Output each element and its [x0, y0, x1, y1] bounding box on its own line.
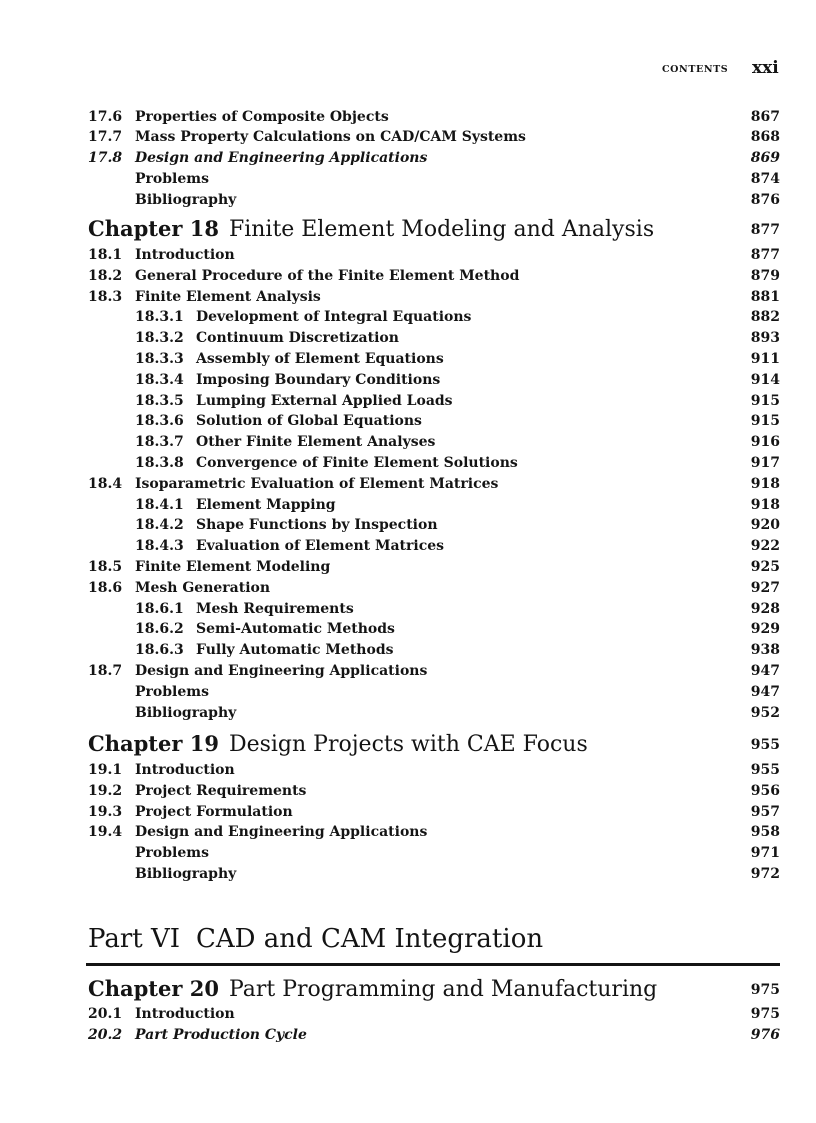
- subsection-number: 18.4.2: [135, 517, 184, 534]
- subsection-title: Continuum Discretization: [196, 330, 399, 347]
- section-page: 925: [750, 559, 780, 575]
- section-title: Part Production Cycle: [135, 1027, 307, 1043]
- section-page: 956: [750, 782, 780, 799]
- section-page: 918: [750, 496, 780, 513]
- section-page: 867: [750, 109, 780, 125]
- toc-entry[interactable]: [88, 266, 780, 286]
- subsection-title: Evaluation of Element Matrices: [196, 538, 445, 555]
- section-number: 19.2: [88, 782, 123, 799]
- chapter-label: Chapter 18: [88, 216, 219, 241]
- subsection-number: 18.3.8: [135, 455, 184, 471]
- subsection-number: 18.6.3: [135, 642, 184, 659]
- section-page: 922: [750, 538, 780, 555]
- toc-entry[interactable]: [88, 328, 780, 348]
- toc-entry[interactable]: [88, 802, 780, 822]
- section-page: 911: [750, 351, 780, 367]
- toc-entry[interactable]: [88, 682, 780, 702]
- section-number: 18.1: [88, 247, 123, 263]
- subsection-number: 18.3.6: [135, 413, 184, 430]
- section-page: 971: [750, 845, 780, 862]
- subsection-title: Imposing Boundary Conditions: [196, 371, 441, 388]
- toc-entry[interactable]: [88, 370, 780, 390]
- toc-entry[interactable]: [88, 453, 780, 473]
- section-page: 876: [750, 192, 780, 208]
- toc-entry[interactable]: [88, 557, 780, 577]
- subsection-title: Lumping External Applied Loads: [196, 392, 453, 409]
- toc-entry-20-2[interactable]: [88, 1025, 780, 1045]
- toc-entry-17-7[interactable]: [88, 127, 780, 147]
- chapter-page: 877: [750, 222, 780, 238]
- section-title: Isoparametric Evaluation of Element Matrices: [135, 475, 499, 492]
- page-number: xxi: [752, 58, 779, 78]
- section-title: Introduction: [135, 1006, 235, 1022]
- subsection-title: Other Finite Element Analyses: [196, 434, 436, 451]
- subsection-number: 18.3.7: [135, 434, 184, 451]
- section-page: 947: [750, 663, 780, 679]
- part-title: CAD and CAM Integration: [196, 924, 544, 954]
- section-page: 916: [750, 434, 780, 451]
- running-header-label: CONTENTS: [662, 64, 729, 75]
- section-title: General Procedure of the Finite Element Method: [135, 267, 520, 284]
- section-page: 881: [750, 288, 780, 305]
- section-number: 19.4: [88, 824, 123, 841]
- subsection-title: Development of Integral Equations: [196, 309, 472, 326]
- section-title: Project Formulation: [135, 803, 293, 820]
- toc-entry[interactable]: [88, 411, 780, 431]
- subsection-title: Fully Automatic Methods: [196, 642, 394, 659]
- section-page: 917: [750, 455, 780, 471]
- section-title: Mesh Generation: [135, 579, 271, 596]
- section-page: 882: [750, 309, 780, 326]
- section-number: 20.2: [88, 1027, 123, 1043]
- chapter-title: Finite Element Modeling and Analysis: [228, 217, 655, 242]
- subsection-number: 18.4.3: [135, 538, 184, 555]
- toc-entry[interactable]: [88, 432, 780, 452]
- chapter-18-heading[interactable]: [88, 214, 780, 244]
- subsection-number: 18.6.2: [135, 621, 184, 638]
- section-title: Design and Engineering Applications: [135, 663, 428, 679]
- section-page: 976: [750, 1027, 780, 1043]
- section-title: Problems: [135, 683, 209, 700]
- chapter-20-heading[interactable]: [88, 974, 780, 1004]
- section-title: Mass Property Calculations on CAD/CAM Systems: [135, 129, 526, 145]
- toc-entry[interactable]: [88, 245, 780, 265]
- toc-entry[interactable]: [88, 760, 780, 780]
- section-page: 874: [750, 171, 780, 187]
- section-number: 18.3: [88, 288, 123, 305]
- subsection-title: Assembly of Element Equations: [196, 351, 444, 367]
- toc-entry[interactable]: [88, 781, 780, 801]
- section-number: 20.1: [88, 1006, 123, 1022]
- toc-entry-20-1[interactable]: [88, 1004, 780, 1024]
- section-page: 955: [750, 762, 780, 778]
- toc-entry[interactable]: [88, 822, 780, 842]
- section-title: Properties of Composite Objects: [135, 109, 389, 125]
- section-page: 914: [750, 371, 780, 388]
- toc-entry[interactable]: [88, 578, 780, 598]
- section-number: 19.3: [88, 803, 123, 820]
- section-page: 927: [750, 579, 780, 596]
- toc-entry-bibliography[interactable]: [88, 190, 780, 210]
- section-number: 17.8: [88, 150, 123, 166]
- section-page: 915: [750, 413, 780, 430]
- section-page: 957: [750, 803, 780, 820]
- section-page: 947: [750, 683, 780, 700]
- section-title: Problems: [135, 171, 209, 187]
- section-page: 877: [750, 247, 780, 263]
- toc-entry[interactable]: [88, 864, 780, 884]
- section-page: 918: [750, 475, 780, 492]
- section-page: 879: [750, 267, 780, 284]
- chapter-page: 975: [750, 982, 780, 998]
- toc-entry-17-6[interactable]: [88, 107, 780, 127]
- toc-entry[interactable]: [88, 703, 780, 723]
- section-title: Bibliography: [135, 192, 237, 208]
- chapter-title: Part Programming and Manufacturing: [228, 977, 658, 1002]
- part-label: Part VI: [88, 924, 181, 954]
- part-rule: [86, 963, 780, 966]
- section-page: 928: [750, 600, 780, 617]
- toc-entry[interactable]: [88, 287, 780, 307]
- chapter-title: Design Projects with CAE Focus: [228, 732, 588, 757]
- section-number: 17.7: [88, 129, 123, 145]
- chapter-19-heading[interactable]: [88, 729, 780, 759]
- section-title: Finite Element Analysis: [135, 288, 321, 305]
- toc-entry[interactable]: [88, 515, 780, 535]
- section-title: Introduction: [135, 247, 235, 263]
- section-number: 18.2: [88, 267, 123, 284]
- section-number: 18.6: [88, 579, 123, 596]
- toc-entry[interactable]: [88, 536, 780, 556]
- section-page: 958: [750, 824, 780, 841]
- toc-entry[interactable]: [88, 661, 780, 681]
- section-title: Bibliography: [135, 866, 237, 882]
- toc-entry[interactable]: [88, 474, 780, 494]
- toc-entry-problems[interactable]: [88, 169, 780, 189]
- toc-entry[interactable]: [88, 307, 780, 327]
- section-title: Design and Engineering Applications: [135, 824, 428, 841]
- subsection-number: 18.3.5: [135, 392, 184, 409]
- subsection-title: Semi-Automatic Methods: [196, 621, 395, 638]
- subsection-number: 18.3.1: [135, 309, 184, 326]
- section-page: 938: [750, 642, 780, 659]
- section-number: 18.4: [88, 475, 123, 492]
- section-title: Problems: [135, 845, 209, 862]
- subsection-title: Element Mapping: [196, 496, 336, 513]
- part-6-heading[interactable]: [88, 924, 543, 954]
- toc-entry-17-8[interactable]: [88, 148, 780, 168]
- section-page: 952: [750, 704, 780, 721]
- subsection-title: Shape Functions by Inspection: [196, 517, 438, 534]
- subsection-number: 18.4.1: [135, 496, 184, 513]
- section-page: 915: [750, 392, 780, 409]
- toc-entry[interactable]: [88, 391, 780, 411]
- toc-entry[interactable]: [88, 495, 780, 515]
- toc-entry[interactable]: [88, 640, 780, 660]
- section-page: 869: [750, 150, 780, 166]
- subsection-number: 18.3.2: [135, 330, 184, 347]
- subsection-title: Solution of Global Equations: [196, 413, 422, 430]
- chapter-label: Chapter 20: [88, 976, 219, 1001]
- subsection-number: 18.3.3: [135, 351, 184, 367]
- section-title: Project Requirements: [135, 782, 307, 799]
- chapter-page: 955: [750, 737, 780, 753]
- subsection-title: Mesh Requirements: [196, 600, 354, 617]
- section-title: Bibliography: [135, 704, 237, 721]
- section-title: Design and Engineering Applications: [135, 150, 428, 166]
- section-number: 17.6: [88, 109, 123, 125]
- toc-entry[interactable]: [88, 349, 780, 369]
- section-number: 18.5: [88, 559, 123, 575]
- toc-entry[interactable]: [88, 619, 780, 639]
- subsection-title: Convergence of Finite Element Solutions: [196, 455, 518, 471]
- section-page: 893: [750, 330, 780, 347]
- section-title: Finite Element Modeling: [135, 559, 331, 575]
- section-page: 972: [750, 866, 780, 882]
- toc-entry[interactable]: [88, 599, 780, 619]
- toc-entry[interactable]: [88, 843, 780, 863]
- section-page: 929: [750, 621, 780, 638]
- section-page: 868: [750, 129, 780, 145]
- section-number: 18.7: [88, 663, 123, 679]
- section-number: 19.1: [88, 762, 123, 778]
- chapter-label: Chapter 19: [88, 731, 219, 756]
- section-page: 975: [750, 1006, 780, 1022]
- subsection-number: 18.6.1: [135, 600, 184, 617]
- section-page: 920: [750, 517, 780, 534]
- subsection-number: 18.3.4: [135, 371, 184, 388]
- section-title: Introduction: [135, 762, 235, 778]
